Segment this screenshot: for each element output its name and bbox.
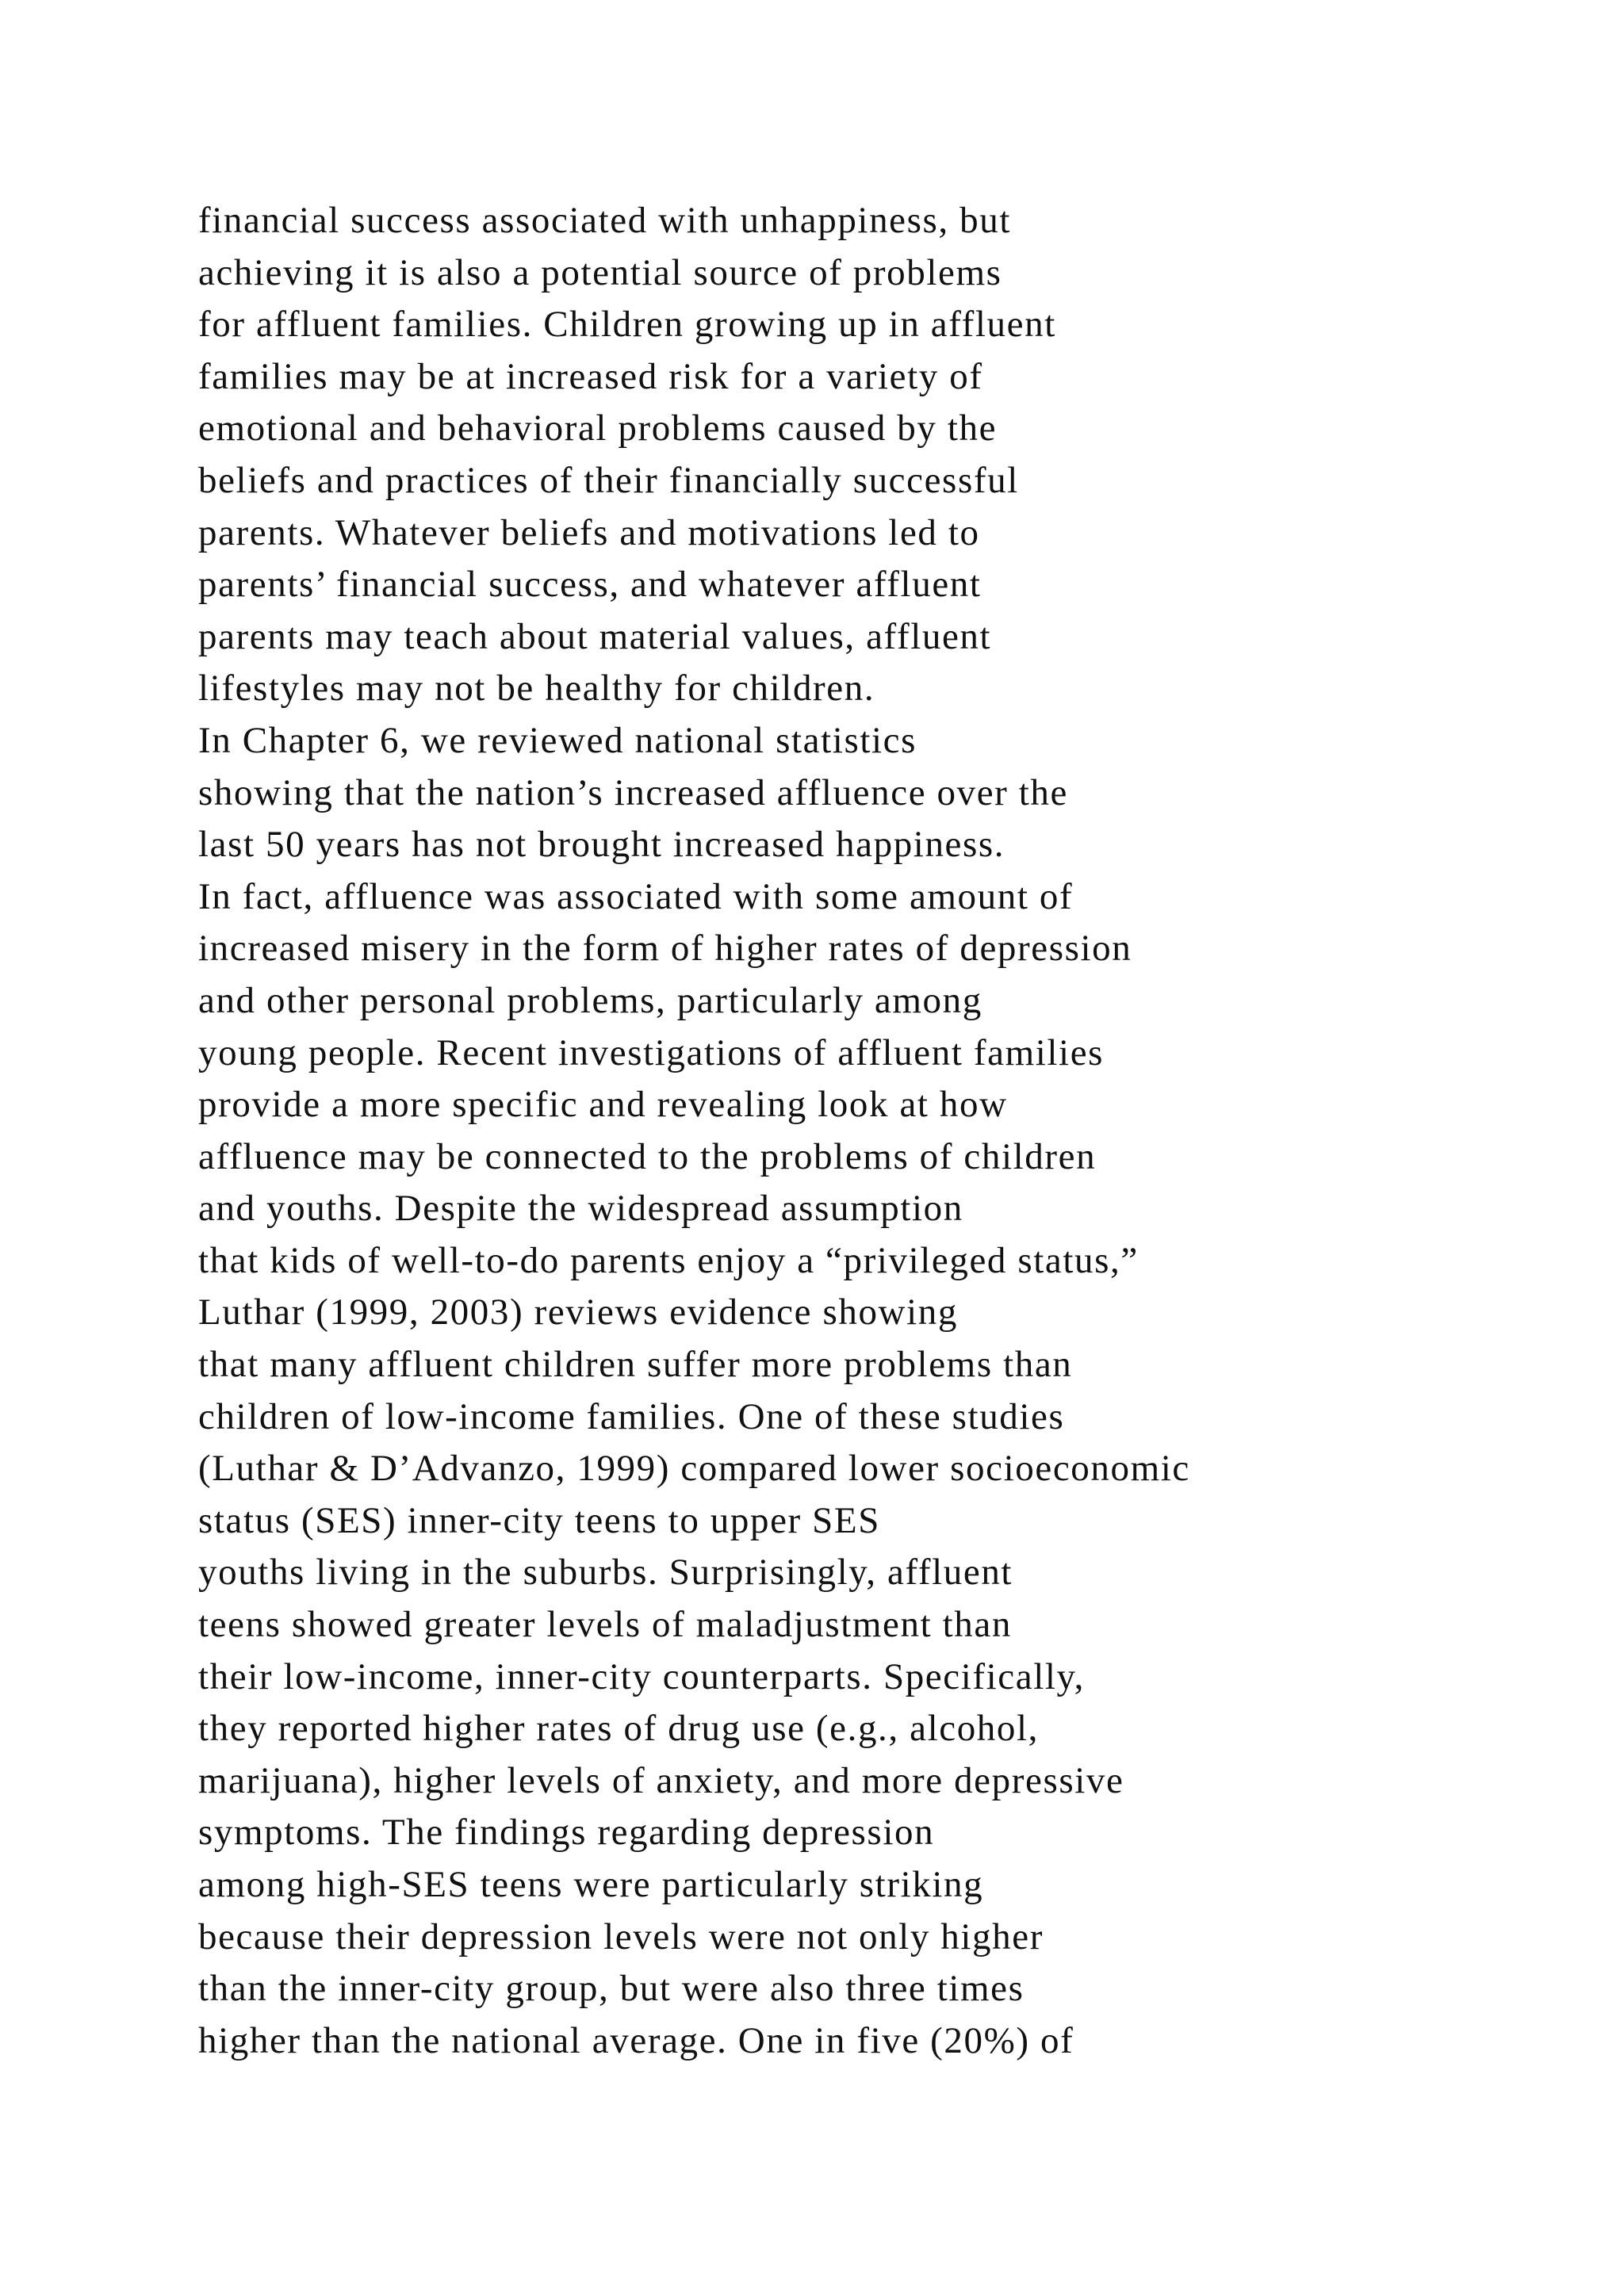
text-line: increased misery in the form of higher rates of depression (198, 928, 1132, 970)
text-line: that many affluent children suffer more problems than (198, 1344, 1073, 1386)
text-line: teens showed greater levels of maladjustment than (198, 1604, 1012, 1646)
text-line: and other personal problems, particularly among (198, 979, 982, 1021)
text-line: parents. Whatever beliefs and motivations led to (198, 511, 980, 553)
text-line: beliefs and practices of their financially successful (198, 459, 1019, 501)
text-line: among high-SES teens were particularly striking (198, 1864, 984, 1905)
text-line: parents may teach about material values, affluent (198, 615, 992, 657)
text-line: parents’ financial success, and whatever affluent (198, 564, 982, 606)
text-line: their low-income, inner-city counterparts. Specifically, (198, 1655, 1085, 1697)
text-line: because their depression levels were not only higher (198, 1915, 1044, 1957)
text-line: financial success associated with unhappiness, but (198, 200, 1011, 241)
text-line: they reported higher rates of drug use (e.g., alcohol, (198, 1708, 1039, 1750)
text-line: youths living in the suburbs. Surprisingly, affluent (198, 1552, 1013, 1594)
text-line: young people. Recent investigations of affluent families (198, 1031, 1105, 1073)
text-line: that kids of well-to-do parents enjoy a “privileged status,” (198, 1239, 1139, 1281)
text-line: higher than the national average. One in five (20%) of (198, 2019, 1074, 2061)
text-line: In Chapter 6, we reviewed national statistics (198, 719, 917, 761)
text-line: emotional and behavioral problems caused by the (198, 408, 998, 450)
text-line: marijuana), higher levels of anxiety, and more depressive (198, 1759, 1124, 1801)
text-line: Luthar (1999, 2003) reviews evidence showing (198, 1292, 958, 1334)
text-line: status (SES) inner-city teens to upper SES (198, 1499, 880, 1541)
text-line: provide a more specific and revealing look at how (198, 1084, 1008, 1126)
text-line: for affluent families. Children growing up in affluent (198, 304, 1056, 346)
text-line: (Luthar & D’Advanzo, 1999) compared lower socioeconomic (198, 1448, 1190, 1490)
body-text (198, 195, 1594, 2067)
text-line: families may be at increased risk for a variety of (198, 355, 983, 397)
text-line: and youths. Despite the widespread assumption (198, 1188, 963, 1230)
text-line: affluence may be connected to the problems of children (198, 1135, 1097, 1177)
text-line: In fact, affluence was associated with some amount of (198, 875, 1074, 917)
text-line: symptoms. The findings regarding depression (198, 1812, 935, 1854)
text-line: than the inner-city group, but were also three times (198, 1968, 1025, 2010)
text-line: lifestyles may not be healthy for children. (198, 668, 875, 710)
text-line: children of low-income families. One of these studies (198, 1395, 1065, 1437)
text-line: showing that the nation’s increased affluence over the (198, 771, 1068, 813)
text-line: achieving it is also a potential source of problems (198, 251, 1002, 293)
text-line: last 50 years has not brought increased happiness. (198, 824, 1005, 866)
